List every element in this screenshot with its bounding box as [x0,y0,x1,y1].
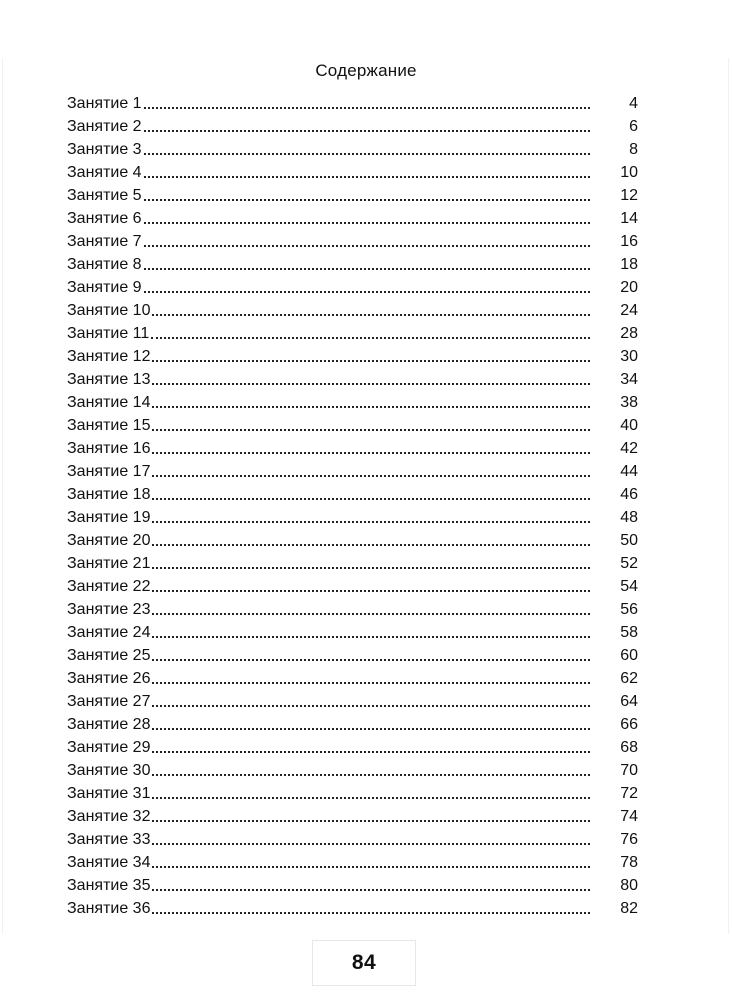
toc-entry[interactable] [67,160,638,183]
toc-entry[interactable] [67,643,638,666]
dot-leader [152,612,590,615]
toc-entry-page: 48 [620,509,638,526]
page-number-box [312,940,416,986]
dot-leader [152,566,590,569]
page-frame-right [728,58,729,934]
toc-entry-page: 76 [620,831,638,848]
dot-leader [152,773,590,776]
toc-entry[interactable] [67,597,638,620]
dot-leader [152,635,590,638]
dot-leader [152,451,590,454]
page-frame-left [2,58,3,934]
toc-entry[interactable] [67,528,638,551]
toc-entry[interactable] [67,574,638,597]
toc-entry[interactable] [67,827,638,850]
toc-entry-page: 72 [620,785,638,802]
dot-leader [152,474,590,477]
dot-leader [144,152,590,155]
toc-entry-label: Занятие 5 [67,187,142,204]
toc-entry-page: 30 [620,348,638,365]
toc-entry-page: 56 [620,601,638,618]
dot-leader [152,819,590,822]
toc-entry-label: Занятие 25 [67,647,151,664]
toc-entry[interactable] [67,413,638,436]
toc-entry-label: Занятие 23 [67,601,151,618]
dot-leader [152,750,590,753]
dot-leader [152,865,590,868]
toc-entry-label: Занятие 27 [67,693,151,710]
toc-entry-label: Занятие 14 [67,394,151,411]
toc-entry-label: Занятие 18 [67,486,151,503]
toc-entry-page: 14 [620,210,638,227]
toc-entry-label: Занятие 20 [67,532,151,549]
toc-entry-page: 44 [620,463,638,480]
toc-entry[interactable] [67,206,638,229]
dot-leader [152,911,590,914]
toc-entry-page: 40 [620,417,638,434]
toc-entry[interactable] [67,436,638,459]
toc-entry-label: Занятие 36 [67,900,151,917]
toc-entry[interactable] [67,459,638,482]
toc-entry-label: Занятие 31 [67,785,151,802]
toc-entry[interactable] [67,367,638,390]
dot-leader [144,129,590,132]
dot-leader [144,175,590,178]
toc-entry-label: Занятие 33 [67,831,151,848]
page-title: Содержание [315,61,417,80]
toc-entry-page: 62 [620,670,638,687]
toc-entry-label: Занятие 21 [67,555,151,572]
toc-entry[interactable] [67,114,638,137]
toc-entry-page: 54 [620,578,638,595]
toc-entry-label: Занятие 16 [67,440,151,457]
toc-entry-label: Занятие 29 [67,739,151,756]
dot-leader [152,359,590,362]
toc-entry-page: 64 [620,693,638,710]
toc-entry-label: Занятие 22 [67,578,151,595]
toc-entry[interactable] [67,321,638,344]
dot-leader [152,888,590,891]
toc-entry-page: 74 [620,808,638,825]
toc-entry-page: 10 [620,164,638,181]
toc-entry[interactable] [67,804,638,827]
toc-entry[interactable] [67,344,638,367]
toc-entry-page: 34 [620,371,638,388]
toc-entry-label: Занятие 34 [67,854,151,871]
dot-leader [152,543,590,546]
toc-entry-label: Занятие 15 [67,417,151,434]
toc-entry-page: 6 [629,118,638,135]
toc-entry-page: 16 [620,233,638,250]
toc-entry-label: Занятие 30 [67,762,151,779]
toc-entry-label: Занятие 4 [67,164,142,181]
dot-leader [152,681,590,684]
toc-entry-page: 50 [620,532,638,549]
toc-entry-label: Занятие 17 [67,463,151,480]
toc-entry[interactable] [67,735,638,758]
toc-entry-label: Занятие 2 [67,118,142,135]
toc-entry-label: Занятие 6 [67,210,142,227]
toc-entry-label: Занятие 3 [67,141,142,158]
dot-leader [152,428,590,431]
toc-entry[interactable] [67,689,638,712]
toc-entry[interactable] [67,275,638,298]
dot-leader [152,405,590,408]
dot-leader [152,589,590,592]
toc-entry-label: Занятие 11 [67,325,150,342]
dot-leader [152,796,590,799]
dot-leader [152,313,590,316]
toc-entry-page: 78 [620,854,638,871]
toc-entry-label: Занятие 28 [67,716,151,733]
dot-leader [144,267,590,270]
toc-entry-page: 42 [620,440,638,457]
toc-entry[interactable] [67,482,638,505]
dot-leader [152,727,590,730]
toc-entry[interactable] [67,252,638,275]
dot-leader [152,520,590,523]
toc-entry[interactable] [67,183,638,206]
toc-entry-label: Занятие 13 [67,371,151,388]
toc-entry[interactable] [67,91,638,114]
toc-entry-page: 12 [620,187,638,204]
dot-leader [144,221,590,224]
toc-entry-page: 18 [620,256,638,273]
toc-entry-page: 58 [620,624,638,641]
toc-entry-page: 24 [620,302,638,319]
toc-entry[interactable] [67,712,638,735]
toc-entry[interactable] [67,781,638,804]
toc-entry-label: Занятие 1 [67,95,142,112]
toc-entry-page: 20 [620,279,638,296]
toc-entry-page: 70 [620,762,638,779]
toc-entry-page: 60 [620,647,638,664]
toc-entry[interactable] [67,229,638,252]
toc-entry-page: 4 [629,95,638,112]
toc-entry-page: 80 [620,877,638,894]
dot-leader [144,244,590,247]
table-of-contents [67,91,638,919]
toc-entry-label: Занятие 35 [67,877,151,894]
toc-entry[interactable] [67,390,638,413]
toc-entry-page: 8 [629,141,638,158]
page-number: 84 [351,951,377,974]
toc-entry-label: Занятие 19 [67,509,151,526]
toc-entry-label: Занятие 8 [67,256,142,273]
toc-entry[interactable] [67,896,638,919]
dot-leader [152,842,590,845]
toc-entry[interactable] [67,298,638,321]
dot-leader [152,658,590,661]
toc-entry[interactable] [67,137,638,160]
toc-entry-page: 52 [620,555,638,572]
toc-entry-label: Занятие 7 [67,233,142,250]
dot-leader [152,704,590,707]
toc-entry-page: 46 [620,486,638,503]
toc-entry[interactable] [67,551,638,574]
dot-leader [144,198,590,201]
toc-entry-page: 38 [620,394,638,411]
toc-entry[interactable] [67,666,638,689]
toc-entry-page: 68 [620,739,638,756]
toc-entry-page: 82 [620,900,638,917]
dot-leader [151,336,590,339]
toc-entry-label: Занятие 10 [67,302,151,319]
toc-entry-label: Занятие 24 [67,624,151,641]
dot-leader [152,497,590,500]
toc-entry-label: Занятие 9 [67,279,142,296]
toc-entry[interactable] [67,873,638,896]
toc-entry-label: Занятие 12 [67,348,151,365]
toc-entry[interactable] [67,850,638,873]
dot-leader [144,106,590,109]
dot-leader [144,290,590,293]
toc-entry[interactable] [67,620,638,643]
toc-entry[interactable] [67,758,638,781]
dot-leader [152,382,590,385]
toc-entry-page: 28 [620,325,638,342]
toc-entry-label: Занятие 32 [67,808,151,825]
toc-entry[interactable] [67,505,638,528]
toc-entry-page: 66 [620,716,638,733]
toc-entry-label: Занятие 26 [67,670,151,687]
